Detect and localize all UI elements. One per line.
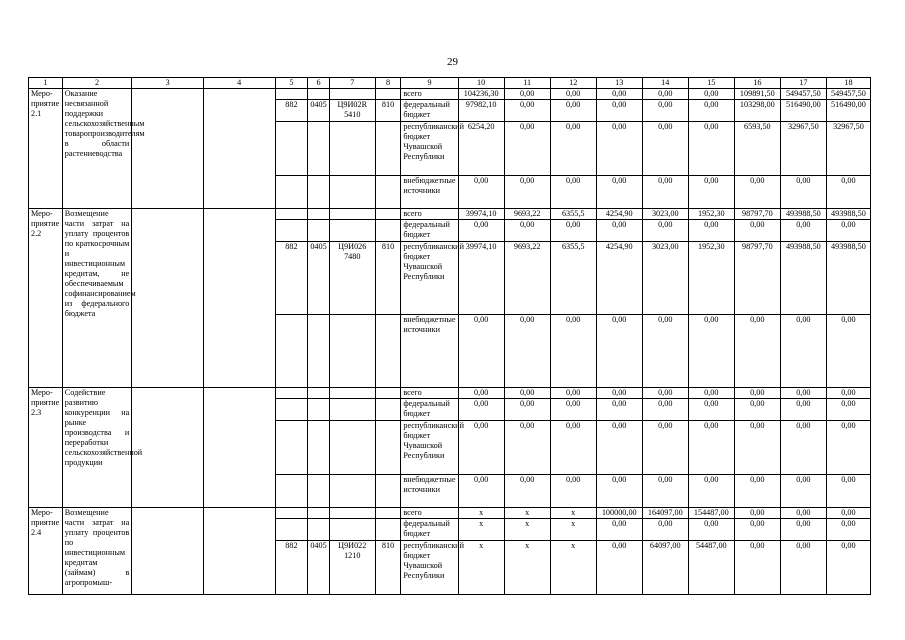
section-code xyxy=(308,122,329,176)
expense-type-code: 810 xyxy=(375,541,401,595)
table-row xyxy=(29,209,871,220)
amount-cell: 0,00 xyxy=(550,388,596,399)
amount-cell: 0,00 xyxy=(596,399,642,421)
expense-type-code: 810 xyxy=(375,242,401,315)
amount-cell: 0,00 xyxy=(504,176,550,209)
target-article-code xyxy=(329,315,375,388)
expense-type-code xyxy=(375,122,401,176)
amount-cell: x xyxy=(504,541,550,595)
grbs-code xyxy=(275,421,308,475)
amount-cell: 0,00 xyxy=(826,508,870,519)
column-number: 14 xyxy=(642,78,688,89)
amount-cell: 54487,00 xyxy=(688,541,734,595)
amount-cell: 0,00 xyxy=(596,176,642,209)
amount-cell: 0,00 xyxy=(596,89,642,100)
expense-type-code xyxy=(375,220,401,242)
measure-label: Меро-приятие 2.4 xyxy=(29,508,63,595)
amount-cell: 32967,50 xyxy=(780,122,826,176)
amount-cell: 516490,00 xyxy=(826,100,870,122)
amount-cell: 0,00 xyxy=(734,315,780,388)
amount-cell: 0,00 xyxy=(688,475,734,508)
empty-cell xyxy=(132,209,204,388)
expense-type-code xyxy=(375,315,401,388)
amount-cell: 0,00 xyxy=(458,315,504,388)
amount-cell: 0,00 xyxy=(504,100,550,122)
amount-cell: 0,00 xyxy=(734,388,780,399)
amount-cell: x xyxy=(504,519,550,541)
amount-cell: 0,00 xyxy=(596,315,642,388)
measure-name: Возмещение части затрат на уплату процентов по инвестиционным кредитам (займам) в агропромыш- xyxy=(62,508,132,595)
expense-type-code xyxy=(375,388,401,399)
amount-cell: 493988,50 xyxy=(826,209,870,220)
amount-cell: 0,00 xyxy=(504,475,550,508)
amount-cell: 0,00 xyxy=(550,315,596,388)
grbs-code xyxy=(275,508,308,519)
column-number-row xyxy=(29,78,871,89)
amount-cell: 0,00 xyxy=(550,421,596,475)
column-number: 18 xyxy=(826,78,870,89)
empty-cell xyxy=(203,209,275,388)
amount-cell: 0,00 xyxy=(504,89,550,100)
amount-cell: 0,00 xyxy=(504,122,550,176)
amount-cell: 0,00 xyxy=(596,220,642,242)
funding-source: всего xyxy=(401,508,458,519)
empty-cell xyxy=(132,508,204,595)
amount-cell: 0,00 xyxy=(642,475,688,508)
amount-cell: 6355,5 xyxy=(550,242,596,315)
section-code xyxy=(308,475,329,508)
amount-cell: 0,00 xyxy=(550,220,596,242)
grbs-code xyxy=(275,388,308,399)
amount-cell: 0,00 xyxy=(458,421,504,475)
section-code xyxy=(308,508,329,519)
section-code xyxy=(308,176,329,209)
amount-cell: 9693,22 xyxy=(504,209,550,220)
column-number: 9 xyxy=(401,78,458,89)
amount-cell: 0,00 xyxy=(826,176,870,209)
section-code xyxy=(308,388,329,399)
amount-cell: 0,00 xyxy=(596,388,642,399)
target-article-code xyxy=(329,519,375,541)
column-number: 11 xyxy=(504,78,550,89)
amount-cell: 549457,50 xyxy=(826,89,870,100)
section-code xyxy=(308,399,329,421)
expense-type-code xyxy=(375,475,401,508)
amount-cell: 6593,50 xyxy=(734,122,780,176)
expense-type-code xyxy=(375,89,401,100)
measure-label: Меро-приятие 2.1 xyxy=(29,89,63,209)
amount-cell: 0,00 xyxy=(458,388,504,399)
amount-cell: 0,00 xyxy=(550,399,596,421)
amount-cell: 0,00 xyxy=(688,388,734,399)
amount-cell: 0,00 xyxy=(596,541,642,595)
section-code: 0405 xyxy=(308,541,329,595)
grbs-code xyxy=(275,176,308,209)
amount-cell: 0,00 xyxy=(688,421,734,475)
grbs-code xyxy=(275,519,308,541)
column-number: 4 xyxy=(203,78,275,89)
expense-type-code xyxy=(375,519,401,541)
amount-cell: 0,00 xyxy=(596,421,642,475)
amount-cell: x xyxy=(550,541,596,595)
amount-cell: 154487,00 xyxy=(688,508,734,519)
grbs-code xyxy=(275,209,308,220)
empty-cell xyxy=(203,508,275,595)
target-article-code xyxy=(329,421,375,475)
grbs-code xyxy=(275,89,308,100)
amount-cell: 6355,5 xyxy=(550,209,596,220)
expense-type-code xyxy=(375,421,401,475)
column-number: 6 xyxy=(308,78,329,89)
amount-cell: 0,00 xyxy=(642,89,688,100)
amount-cell: 0,00 xyxy=(596,475,642,508)
section-code: 0405 xyxy=(308,100,329,122)
amount-cell: 0,00 xyxy=(780,220,826,242)
amount-cell: 549457,50 xyxy=(780,89,826,100)
amount-cell: 0,00 xyxy=(550,176,596,209)
grbs-code: 882 xyxy=(275,242,308,315)
amount-cell: 0,00 xyxy=(688,519,734,541)
amount-cell: 0,00 xyxy=(688,100,734,122)
amount-cell: x xyxy=(550,508,596,519)
amount-cell: 0,00 xyxy=(642,315,688,388)
amount-cell: 104236,30 xyxy=(458,89,504,100)
column-number: 1 xyxy=(29,78,63,89)
measure-label: Меро-приятие 2.2 xyxy=(29,209,63,388)
amount-cell: 0,00 xyxy=(642,176,688,209)
page-number: 29 xyxy=(447,56,458,68)
amount-cell: 3023,00 xyxy=(642,209,688,220)
amount-cell: 0,00 xyxy=(642,100,688,122)
measure-name: Оказание несвязанной поддержки сельскохозяйственным товаропроизводителям в области растениеводства xyxy=(62,89,132,209)
amount-cell: 39974,10 xyxy=(458,209,504,220)
amount-cell: 0,00 xyxy=(458,399,504,421)
funding-source: всего xyxy=(401,209,458,220)
amount-cell: 103298,00 xyxy=(734,100,780,122)
table-row xyxy=(29,388,871,399)
amount-cell: 3023,00 xyxy=(642,242,688,315)
amount-cell: 98797,70 xyxy=(734,242,780,315)
amount-cell: 0,00 xyxy=(642,388,688,399)
amount-cell: 0,00 xyxy=(826,315,870,388)
amount-cell: 64097,00 xyxy=(642,541,688,595)
column-number: 16 xyxy=(734,78,780,89)
amount-cell: 0,00 xyxy=(458,176,504,209)
funding-source: внебюджетные источники xyxy=(401,475,458,508)
target-article-code xyxy=(329,388,375,399)
empty-cell xyxy=(203,388,275,508)
amount-cell: 0,00 xyxy=(780,541,826,595)
amount-cell: 0,00 xyxy=(504,399,550,421)
amount-cell: 9693,22 xyxy=(504,242,550,315)
amount-cell: 493988,50 xyxy=(780,209,826,220)
amount-cell: 0,00 xyxy=(596,100,642,122)
empty-cell xyxy=(132,388,204,508)
funding-source: внебюджетные источники xyxy=(401,315,458,388)
measure-label: Меро-приятие 2.3 xyxy=(29,388,63,508)
empty-cell xyxy=(132,89,204,209)
measure-name: Возмещение части затрат на уплату процентов по краткосрочным и инвестиционным кредитам, не обеспечиваемым софинансированием из федерального бюджета xyxy=(62,209,132,388)
column-number: 13 xyxy=(596,78,642,89)
amount-cell: 109891,50 xyxy=(734,89,780,100)
grbs-code xyxy=(275,122,308,176)
amount-cell: 0,00 xyxy=(734,508,780,519)
expense-type-code xyxy=(375,508,401,519)
amount-cell: x xyxy=(458,508,504,519)
amount-cell: 0,00 xyxy=(596,122,642,176)
column-number: 12 xyxy=(550,78,596,89)
target-article-code xyxy=(329,220,375,242)
amount-cell: 0,00 xyxy=(780,176,826,209)
amount-cell: 0,00 xyxy=(642,421,688,475)
funding-source: федеральный бюджет xyxy=(401,220,458,242)
target-article-code: Ц9И022 1210 xyxy=(329,541,375,595)
amount-cell: 0,00 xyxy=(734,475,780,508)
section-code xyxy=(308,519,329,541)
funding-source: федеральный бюджет xyxy=(401,519,458,541)
amount-cell: 0,00 xyxy=(504,388,550,399)
target-article-code xyxy=(329,89,375,100)
amount-cell: 0,00 xyxy=(550,475,596,508)
target-article-code xyxy=(329,122,375,176)
amount-cell: 4254,90 xyxy=(596,242,642,315)
amount-cell: 0,00 xyxy=(550,100,596,122)
amount-cell: 97982,10 xyxy=(458,100,504,122)
amount-cell: 0,00 xyxy=(826,388,870,399)
amount-cell: 0,00 xyxy=(734,176,780,209)
amount-cell: 0,00 xyxy=(550,122,596,176)
amount-cell: 0,00 xyxy=(688,399,734,421)
table-row xyxy=(29,89,871,100)
expense-type-code xyxy=(375,176,401,209)
grbs-code xyxy=(275,399,308,421)
amount-cell: 4254,90 xyxy=(596,209,642,220)
amount-cell: 0,00 xyxy=(458,220,504,242)
grbs-code xyxy=(275,220,308,242)
amount-cell: 0,00 xyxy=(642,399,688,421)
amount-cell: 32967,50 xyxy=(826,122,870,176)
amount-cell: 1952,30 xyxy=(688,242,734,315)
column-number: 8 xyxy=(375,78,401,89)
funding-source: республиканский бюджет Чувашской Республики xyxy=(401,541,458,595)
target-article-code: Ц9И02R 5410 xyxy=(329,100,375,122)
target-article-code xyxy=(329,475,375,508)
amount-cell: x xyxy=(458,519,504,541)
grbs-code: 882 xyxy=(275,100,308,122)
section-code xyxy=(308,220,329,242)
amount-cell: 0,00 xyxy=(642,122,688,176)
funding-source: внебюджетные источники xyxy=(401,176,458,209)
amount-cell: 516490,00 xyxy=(780,100,826,122)
column-number: 7 xyxy=(329,78,375,89)
amount-cell: 493988,50 xyxy=(780,242,826,315)
target-article-code xyxy=(329,399,375,421)
section-code xyxy=(308,421,329,475)
amount-cell: 0,00 xyxy=(826,220,870,242)
amount-cell: 0,00 xyxy=(734,421,780,475)
amount-cell: 1952,30 xyxy=(688,209,734,220)
amount-cell: 98797,70 xyxy=(734,209,780,220)
amount-cell: x xyxy=(504,508,550,519)
amount-cell: 0,00 xyxy=(826,399,870,421)
amount-cell: 0,00 xyxy=(688,315,734,388)
amount-cell: 0,00 xyxy=(642,220,688,242)
amount-cell: 0,00 xyxy=(688,89,734,100)
target-article-code xyxy=(329,176,375,209)
section-code xyxy=(308,315,329,388)
amount-cell: 0,00 xyxy=(826,475,870,508)
target-article-code xyxy=(329,508,375,519)
measure-name: Содействие развитию конкуренции на рынке производства и переработки сельскохозяйственной продукции xyxy=(62,388,132,508)
column-number: 10 xyxy=(458,78,504,89)
amount-cell: 164097,00 xyxy=(642,508,688,519)
amount-cell: x xyxy=(458,541,504,595)
amount-cell: 39974,10 xyxy=(458,242,504,315)
expense-type-code: 810 xyxy=(375,100,401,122)
amount-cell: 0,00 xyxy=(550,89,596,100)
amount-cell: 0,00 xyxy=(780,399,826,421)
funding-source: всего xyxy=(401,89,458,100)
amount-cell: x xyxy=(550,519,596,541)
expense-type-code xyxy=(375,399,401,421)
grbs-code: 882 xyxy=(275,541,308,595)
amount-cell: 0,00 xyxy=(780,388,826,399)
budget-table xyxy=(28,77,871,595)
funding-source: республиканский бюджет Чувашской Республики xyxy=(401,242,458,315)
column-number: 15 xyxy=(688,78,734,89)
amount-cell: 0,00 xyxy=(688,122,734,176)
funding-source: республиканский бюджет Чувашской Республики xyxy=(401,421,458,475)
section-code xyxy=(308,209,329,220)
section-code xyxy=(308,89,329,100)
amount-cell: 0,00 xyxy=(734,541,780,595)
funding-source: федеральный бюджет xyxy=(401,100,458,122)
amount-cell: 0,00 xyxy=(504,421,550,475)
target-article-code xyxy=(329,209,375,220)
amount-cell: 0,00 xyxy=(826,519,870,541)
amount-cell: 0,00 xyxy=(780,508,826,519)
amount-cell: 0,00 xyxy=(826,541,870,595)
funding-source: всего xyxy=(401,388,458,399)
column-number: 17 xyxy=(780,78,826,89)
amount-cell: 0,00 xyxy=(688,176,734,209)
amount-cell: 6254,20 xyxy=(458,122,504,176)
expense-type-code xyxy=(375,209,401,220)
amount-cell: 0,00 xyxy=(688,220,734,242)
amount-cell: 0,00 xyxy=(734,220,780,242)
amount-cell: 0,00 xyxy=(642,519,688,541)
amount-cell: 493988,50 xyxy=(826,242,870,315)
column-number: 5 xyxy=(275,78,308,89)
amount-cell: 0,00 xyxy=(504,220,550,242)
amount-cell: 100000,00 xyxy=(596,508,642,519)
amount-cell: 0,00 xyxy=(780,519,826,541)
amount-cell: 0,00 xyxy=(780,475,826,508)
amount-cell: 0,00 xyxy=(458,475,504,508)
funding-source: республиканский бюджет Чувашской Республики xyxy=(401,122,458,176)
amount-cell: 0,00 xyxy=(734,519,780,541)
section-code: 0405 xyxy=(308,242,329,315)
amount-cell: 0,00 xyxy=(780,421,826,475)
amount-cell: 0,00 xyxy=(596,519,642,541)
amount-cell: 0,00 xyxy=(826,421,870,475)
column-number: 2 xyxy=(62,78,132,89)
empty-cell xyxy=(203,89,275,209)
table-row xyxy=(29,508,871,519)
grbs-code xyxy=(275,315,308,388)
amount-cell: 0,00 xyxy=(504,315,550,388)
amount-cell: 0,00 xyxy=(734,399,780,421)
grbs-code xyxy=(275,475,308,508)
funding-source: федеральный бюджет xyxy=(401,399,458,421)
column-number: 3 xyxy=(132,78,204,89)
target-article-code: Ц9И026 7480 xyxy=(329,242,375,315)
amount-cell: 0,00 xyxy=(780,315,826,388)
